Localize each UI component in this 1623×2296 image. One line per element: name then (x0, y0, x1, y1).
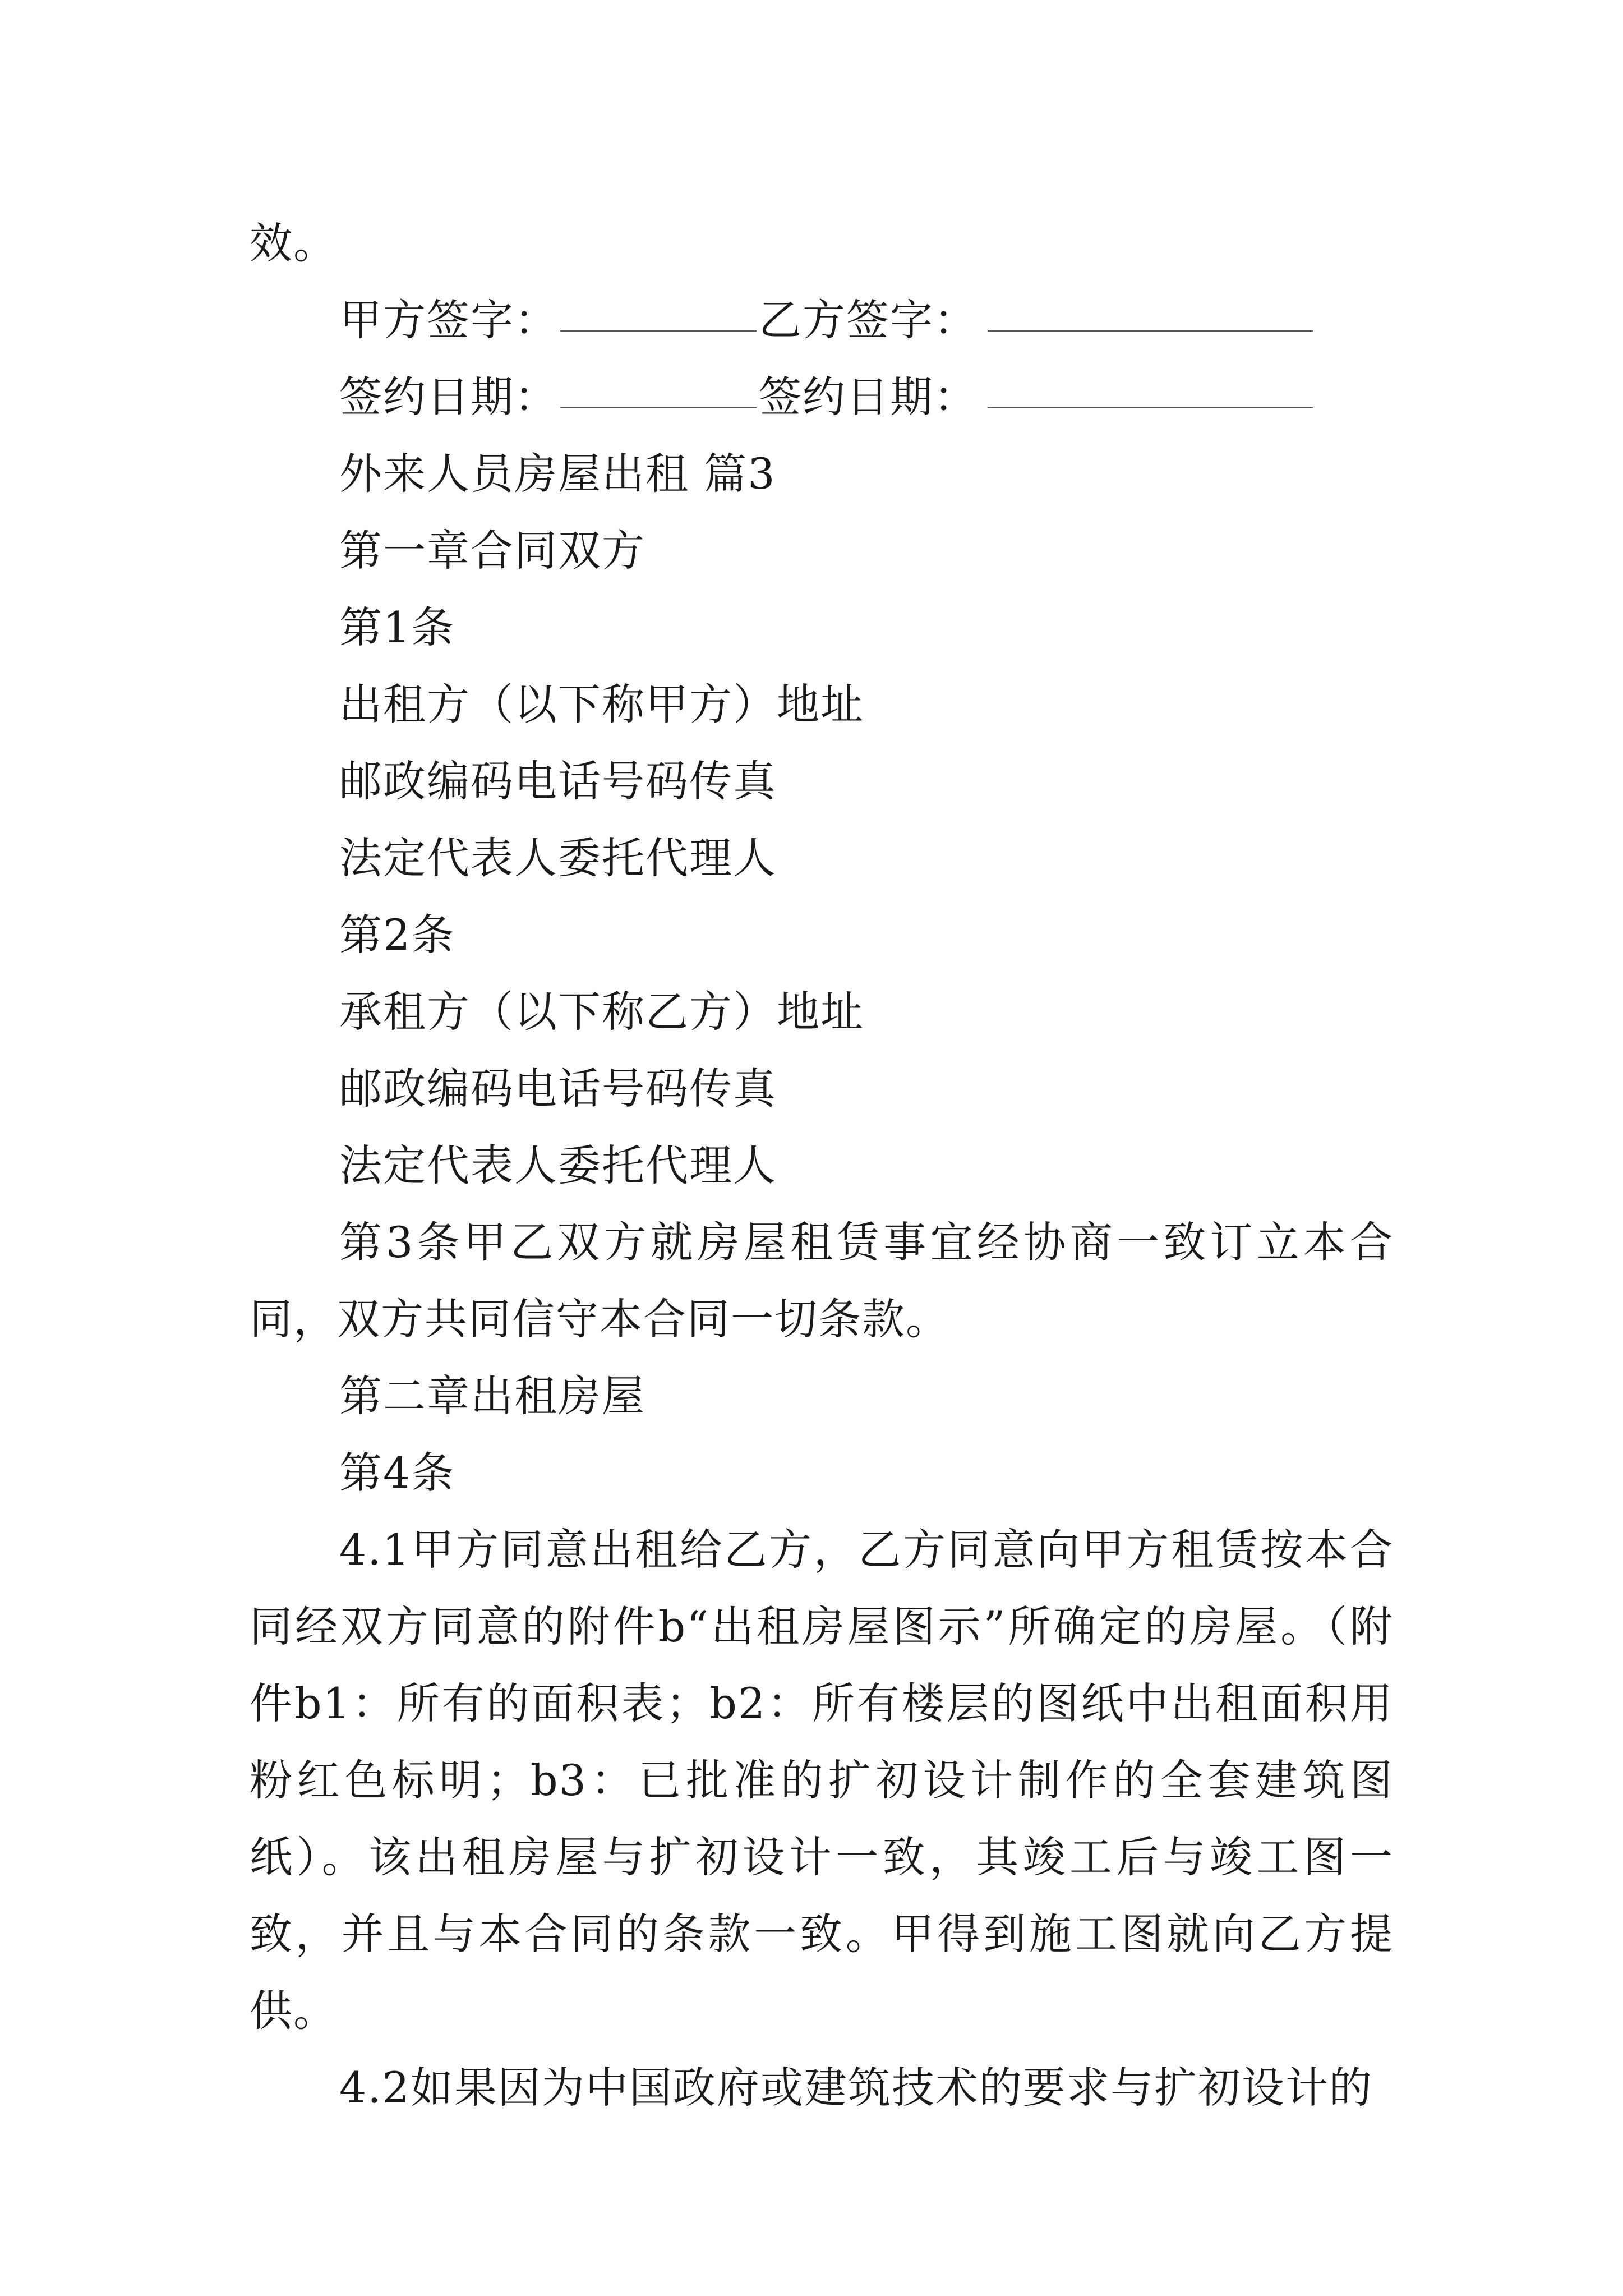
party-b-date-blank (988, 405, 1313, 408)
party-a-date-label: 签约日期： (339, 372, 558, 422)
chapter-heading: 第二章出租房屋 (339, 1371, 645, 1421)
paragraph: 4.1甲方同意出租给乙方，乙方同意向甲方租赁按本合同经双方同意的附件b“出租房屋图示”所确定的房屋。（附件b1：所有的面积表；b2：所有楼层的图纸中出租面积用粉红色标明；b3：已批准的扩初设计制作的全套建筑图纸）。该出租房屋与扩初设计一致，其竣工后与竣工图一致，并且与本合同的条款一致。甲得到施工图就向乙方提供。 (250, 1525, 1394, 2036)
text-line: 效。 (250, 218, 337, 268)
party-a-signature-label: 甲方签字： (339, 295, 558, 345)
text-line: 邮政编码电话号码传真 (339, 756, 777, 806)
signature-row (250, 282, 1394, 358)
article-heading: 第4条 (339, 1448, 455, 1498)
text-line: 出租方（以下称甲方）地址 (339, 679, 864, 729)
paragraph: 4.2如果因为中国政府或建筑技术的要求与扩初设计的 (339, 2063, 1373, 2113)
party-b-signature-label: 乙方签字： (759, 295, 978, 345)
text-line: 法定代表人委托代理人 (339, 833, 777, 883)
party-b-signature-blank (988, 328, 1313, 332)
document-body (250, 205, 1394, 2126)
signing-date-row (250, 358, 1394, 435)
party-a-date-blank (560, 405, 757, 408)
chapter-heading: 第一章合同双方 (339, 526, 645, 576)
paragraph: 第3条甲乙双方就房屋租赁事宜经协商一致订立本合同，双方共同信守本合同一切条款。 (250, 1217, 1394, 1344)
article-heading: 第2条 (339, 910, 455, 960)
party-b-date-label: 签约日期： (759, 372, 978, 422)
section-heading: 外来人员房屋出租 篇3 (339, 449, 776, 499)
party-a-signature-blank (560, 328, 757, 332)
text-line: 承租方（以下称乙方）地址 (339, 987, 864, 1037)
text-line: 法定代表人委托代理人 (339, 1140, 777, 1190)
text-line: 邮政编码电话号码传真 (339, 1064, 777, 1114)
article-heading: 第1条 (339, 602, 455, 652)
